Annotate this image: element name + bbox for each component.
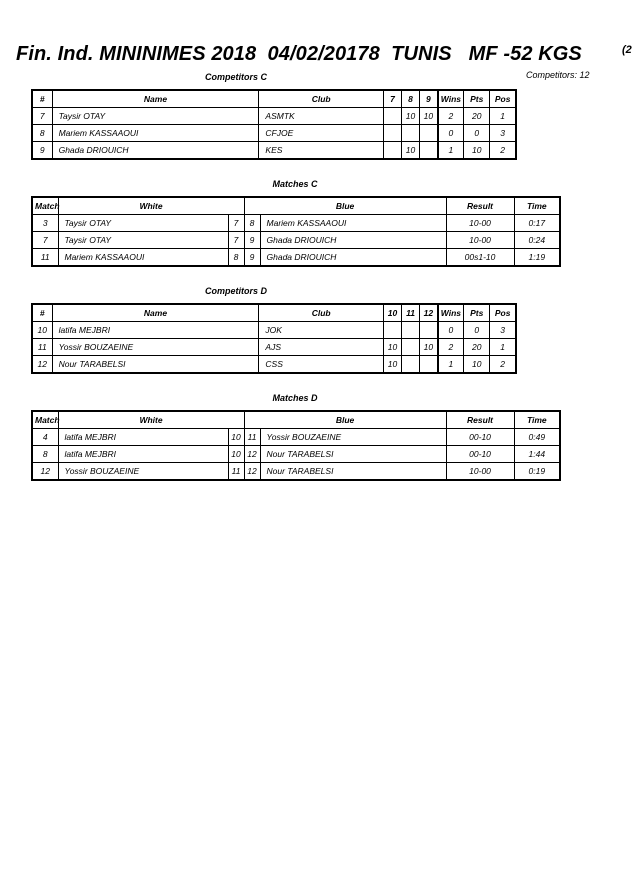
page-title: Fin. Ind. MININIMES 2018 04/02/20178 TUNIS MF -52 KGS: [16, 43, 582, 65]
row-score-2: [401, 356, 419, 374]
row-name: Yossir BOUZAEINE: [52, 339, 259, 356]
section-title-competitors-c: Competitors C: [204, 72, 267, 82]
row-pos: 3: [490, 125, 516, 142]
header-result: Result: [446, 411, 514, 429]
row-match: 8: [32, 446, 58, 463]
row-club: ASMTK: [259, 108, 384, 125]
table-row: [32, 356, 516, 374]
title-superscript: (2: [622, 44, 632, 56]
table-row: [32, 339, 516, 356]
row-pts: 0: [464, 125, 490, 142]
row-time: 1:44: [514, 446, 560, 463]
row-result: 10-00: [446, 215, 514, 232]
row-blue: Ghada DRIOUICH: [260, 249, 446, 267]
row-wins: 2: [438, 339, 464, 356]
row-white-num: 11: [228, 463, 244, 481]
row-pos: 1: [490, 339, 516, 356]
matches-d-table: [31, 410, 561, 481]
row-pos: 2: [490, 356, 516, 374]
section-title-matches-c: Matches C: [272, 179, 318, 189]
header-pos: Pos: [490, 304, 516, 322]
header-pos: Pos: [490, 90, 516, 108]
row-result: 10-00: [446, 463, 514, 481]
table-row: [32, 125, 516, 142]
table-header-row: [32, 304, 516, 322]
table-row: [32, 232, 560, 249]
row-white-num: 10: [228, 446, 244, 463]
header-white: White: [58, 197, 244, 215]
row-num: 12: [32, 356, 52, 374]
table-header-row: [32, 411, 560, 429]
table-row: [32, 322, 516, 339]
row-wins: 1: [438, 142, 464, 160]
row-num: 7: [32, 108, 52, 125]
header-pts: Pts: [464, 90, 490, 108]
table-row: [32, 429, 560, 446]
row-time: 1:19: [514, 249, 560, 267]
header-result: Result: [446, 197, 514, 215]
row-pos: 1: [490, 108, 516, 125]
row-pts: 20: [464, 108, 490, 125]
header-white: White: [58, 411, 244, 429]
row-club: KES: [259, 142, 384, 160]
row-blue-num: 9: [244, 232, 260, 249]
row-score-3: [420, 322, 438, 339]
row-blue: Mariem KASSAAOUI: [260, 215, 446, 232]
header-num: #: [32, 304, 52, 322]
header-score-3: 9: [420, 90, 438, 108]
row-white: latifa MEJBRI: [58, 429, 228, 446]
row-pos: 2: [490, 142, 516, 160]
row-score-2: [401, 339, 419, 356]
header-score-2: 8: [401, 90, 419, 108]
table-row: [32, 446, 560, 463]
section-title-competitors-d: Competitors D: [204, 286, 267, 296]
row-result: 00-10: [446, 429, 514, 446]
row-score-2: [401, 125, 419, 142]
row-club: CSS: [259, 356, 384, 374]
row-time: 0:19: [514, 463, 560, 481]
header-match: Match: [32, 411, 58, 429]
row-score-1: 10: [383, 356, 401, 374]
row-white: Yossir BOUZAEINE: [58, 463, 228, 481]
row-name: Mariem KASSAAOUI: [52, 125, 259, 142]
header-wins: Wins: [438, 90, 464, 108]
row-blue: Nour TARABELSI: [260, 463, 446, 481]
header-club: Club: [259, 304, 384, 322]
row-score-1: 10: [383, 339, 401, 356]
header-name: Name: [52, 304, 259, 322]
row-pts: 20: [464, 339, 490, 356]
row-blue-num: 9: [244, 249, 260, 267]
row-club: AJS: [259, 339, 384, 356]
row-score-1: [383, 108, 401, 125]
table-header-row: [32, 90, 516, 108]
row-pos: 3: [490, 322, 516, 339]
row-score-2: 10: [401, 108, 419, 125]
row-wins: 1: [438, 356, 464, 374]
row-score-3: 10: [420, 339, 438, 356]
header-match: Match: [32, 197, 58, 215]
matches-c-table: [31, 196, 561, 267]
row-result: 00s1-10: [446, 249, 514, 267]
row-match: 11: [32, 249, 58, 267]
competitors-d-table: [31, 303, 517, 374]
header-name: Name: [52, 90, 259, 108]
section-title-matches-d: Matches D: [272, 393, 318, 403]
row-name: Taysir OTAY: [52, 108, 259, 125]
row-num: 9: [32, 142, 52, 160]
row-white-num: 7: [228, 232, 244, 249]
competitors-c-table: [31, 89, 517, 160]
row-score-1: [383, 322, 401, 339]
header-club: Club: [259, 90, 384, 108]
row-white: Taysir OTAY: [58, 215, 228, 232]
row-white: Taysir OTAY: [58, 232, 228, 249]
row-blue-num: 12: [244, 446, 260, 463]
table-header-row: [32, 197, 560, 215]
row-time: 0:17: [514, 215, 560, 232]
row-score-1: [383, 142, 401, 160]
header-time: Time: [514, 411, 560, 429]
row-match: 7: [32, 232, 58, 249]
row-white-num: 7: [228, 215, 244, 232]
row-score-3: [420, 142, 438, 160]
row-match: 12: [32, 463, 58, 481]
header-time: Time: [514, 197, 560, 215]
row-pts: 10: [464, 142, 490, 160]
header-blue: Blue: [244, 197, 446, 215]
table-row: [32, 215, 560, 232]
table-row: [32, 463, 560, 481]
row-wins: 2: [438, 108, 464, 125]
row-white: Mariem KASSAAOUI: [58, 249, 228, 267]
row-score-3: [420, 356, 438, 374]
row-club: CFJOE: [259, 125, 384, 142]
table-row: [32, 249, 560, 267]
row-white-num: 8: [228, 249, 244, 267]
table-row: [32, 108, 516, 125]
row-score-3: [420, 125, 438, 142]
header-pts: Pts: [464, 304, 490, 322]
header-score-3: 12: [420, 304, 438, 322]
row-time: 0:49: [514, 429, 560, 446]
row-num: 8: [32, 125, 52, 142]
row-score-3: 10: [420, 108, 438, 125]
row-blue-num: 11: [244, 429, 260, 446]
row-result: 00-10: [446, 446, 514, 463]
row-score-2: [401, 322, 419, 339]
row-score-2: 10: [401, 142, 419, 160]
row-name: Nour TARABELSI: [52, 356, 259, 374]
row-white: latifa MEJBRI: [58, 446, 228, 463]
row-result: 10-00: [446, 232, 514, 249]
row-blue: Yossir BOUZAEINE: [260, 429, 446, 446]
header-score-2: 11: [401, 304, 419, 322]
row-club: JOK: [259, 322, 384, 339]
row-blue: Ghada DRIOUICH: [260, 232, 446, 249]
header-num: #: [32, 90, 52, 108]
row-name: Ghada DRIOUICH: [52, 142, 259, 160]
row-score-1: [383, 125, 401, 142]
row-white-num: 10: [228, 429, 244, 446]
row-wins: 0: [438, 125, 464, 142]
row-num: 11: [32, 339, 52, 356]
header-score-1: 7: [383, 90, 401, 108]
row-pts: 0: [464, 322, 490, 339]
header-score-1: 10: [383, 304, 401, 322]
header-wins: Wins: [438, 304, 464, 322]
row-match: 3: [32, 215, 58, 232]
row-pts: 10: [464, 356, 490, 374]
table-row: [32, 142, 516, 160]
row-match: 4: [32, 429, 58, 446]
row-blue-num: 12: [244, 463, 260, 481]
row-name: latifa MEJBRI: [52, 322, 259, 339]
row-time: 0:24: [514, 232, 560, 249]
row-blue: Nour TARABELSI: [260, 446, 446, 463]
row-blue-num: 8: [244, 215, 260, 232]
row-wins: 0: [438, 322, 464, 339]
row-num: 10: [32, 322, 52, 339]
competitors-count: Competitors: 12: [526, 70, 590, 80]
header-blue: Blue: [244, 411, 446, 429]
